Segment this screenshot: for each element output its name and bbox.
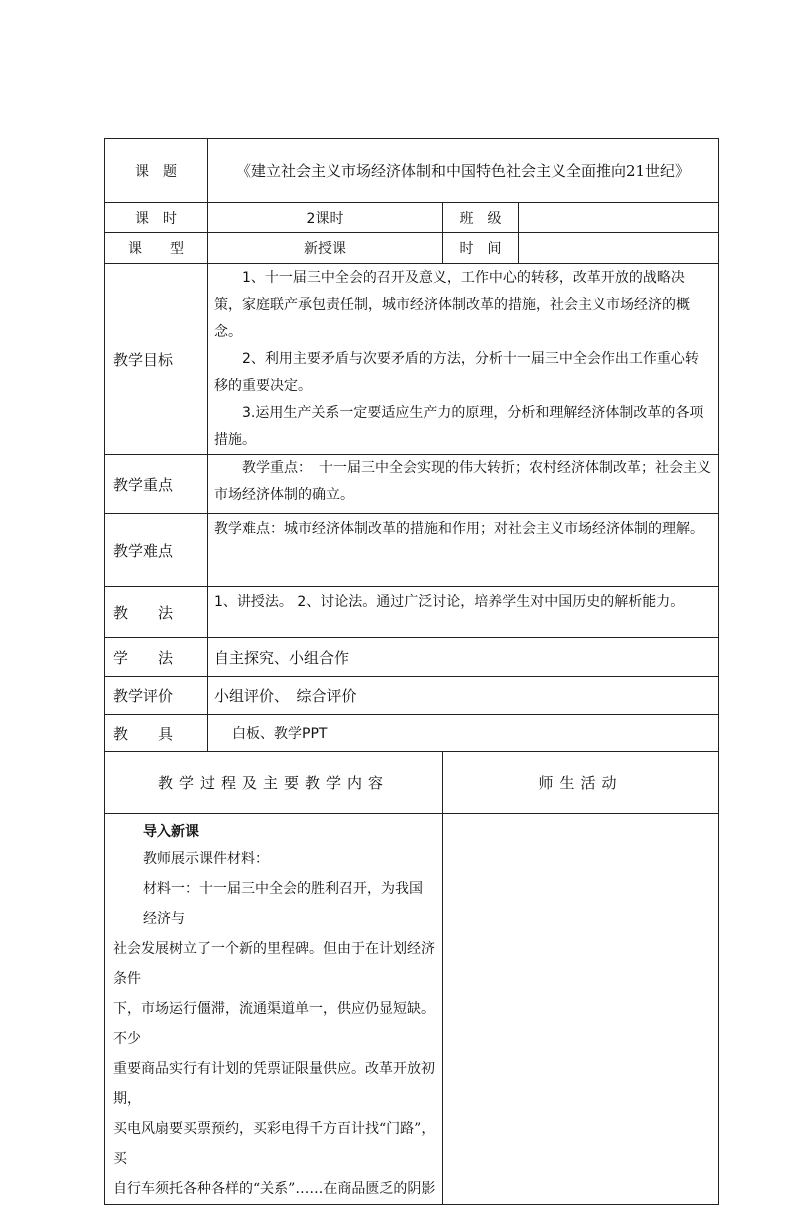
time-value xyxy=(519,233,719,264)
method-value: 1、讲授法。 2、讨论法。通过广泛讨论，培养学生对中国历史的解析能力。 xyxy=(214,594,685,610)
goals-label: 教学目标 xyxy=(105,264,208,455)
activity-cell xyxy=(443,814,719,1205)
goal-item: 2、利用主要矛盾与次要矛盾的方法，分析十一届三中全会作出工作重心转移的重要决定。 xyxy=(214,351,699,394)
intro-material-line: 买电风扇要买票预约，买彩电得千方百计找“门路”，买 xyxy=(113,1121,436,1167)
learn-row xyxy=(105,638,719,677)
learn-value: 自主探究、小组合作 xyxy=(208,638,719,677)
goals-row xyxy=(105,264,719,455)
hours-label: 课 时 xyxy=(105,203,208,233)
process-header: 教学过程及主要教学内容 xyxy=(105,752,443,814)
method-cell xyxy=(208,587,719,638)
intro-material-line: 下，市场运行僵滞，流通渠道单一，供应仍显短缺。不少 xyxy=(113,1001,435,1047)
goal-item: 1、十一届三中全会的召开及意义，工作中心的转移，改革开放的战略决策，家庭联产承包责任制，城市经济体制改革的措施，社会主义市场经济的概念。 xyxy=(214,270,690,340)
key-value: 教学重点： 十一届三中全会实现的伟大转折；农村经济体制改革；社会主义市场经济体制的确立。 xyxy=(214,460,711,503)
type-value: 新授课 xyxy=(208,233,443,264)
intro-row xyxy=(105,814,719,1205)
intro-cell xyxy=(105,814,443,1205)
time-label: 时 间 xyxy=(443,233,519,264)
eval-value: 小组评价、 综合评价 xyxy=(208,677,719,715)
hours-row xyxy=(105,203,719,233)
method-label: 教 法 xyxy=(105,587,208,638)
class-value xyxy=(519,203,719,233)
process-header-row xyxy=(105,752,719,814)
eval-label: 教学评价 xyxy=(105,677,208,715)
topic-row xyxy=(105,139,719,203)
goal-item: 3.运用生产关系一定要适应生产力的原理，分析和理解经济体制改革的各项措施。 xyxy=(214,405,704,448)
key-row xyxy=(105,455,719,514)
class-label: 班 级 xyxy=(443,203,519,233)
lesson-plan-table xyxy=(104,138,719,1205)
topic-value: 《建立社会主义市场经济体制和中国特色社会主义全面推向21世纪》 xyxy=(208,139,719,203)
learn-label: 学 法 xyxy=(105,638,208,677)
type-label: 课 型 xyxy=(105,233,208,264)
difficulty-label: 教学难点 xyxy=(105,514,208,587)
tools-row xyxy=(105,715,719,752)
key-cell xyxy=(208,455,719,514)
eval-row xyxy=(105,677,719,715)
topic-label: 课 题 xyxy=(105,139,208,203)
activity-header: 师生活动 xyxy=(443,752,719,814)
intro-material-line: 自行车须托各种各样的“关系”……在商品匮乏的阴影 xyxy=(113,1181,436,1197)
intro-material-line: 材料一：十一届三中全会的胜利召开，为我国经济与 xyxy=(143,881,423,927)
tools-value: 白板、教学PPT xyxy=(208,715,719,752)
type-row xyxy=(105,233,719,264)
key-label: 教学重点 xyxy=(105,455,208,514)
intro-title: 导入新课 xyxy=(143,824,199,840)
intro-material-line: 重要商品实行有计划的凭票证限量供应。改革开放初期， xyxy=(113,1061,435,1107)
goals-cell xyxy=(208,264,719,455)
difficulty-value: 教学难点：城市经济体制改革的措施和作用；对社会主义市场经济体制的理解。 xyxy=(214,521,704,537)
hours-value: 2课时 xyxy=(208,203,443,233)
intro-material-line: 社会发展树立了一个新的里程碑。但由于在计划经济条件 xyxy=(113,941,435,987)
difficulty-row xyxy=(105,514,719,587)
difficulty-cell xyxy=(208,514,719,587)
tools-label: 教 具 xyxy=(105,715,208,752)
method-row xyxy=(105,587,719,638)
intro-line: 教师展示课件材料： xyxy=(143,851,269,867)
